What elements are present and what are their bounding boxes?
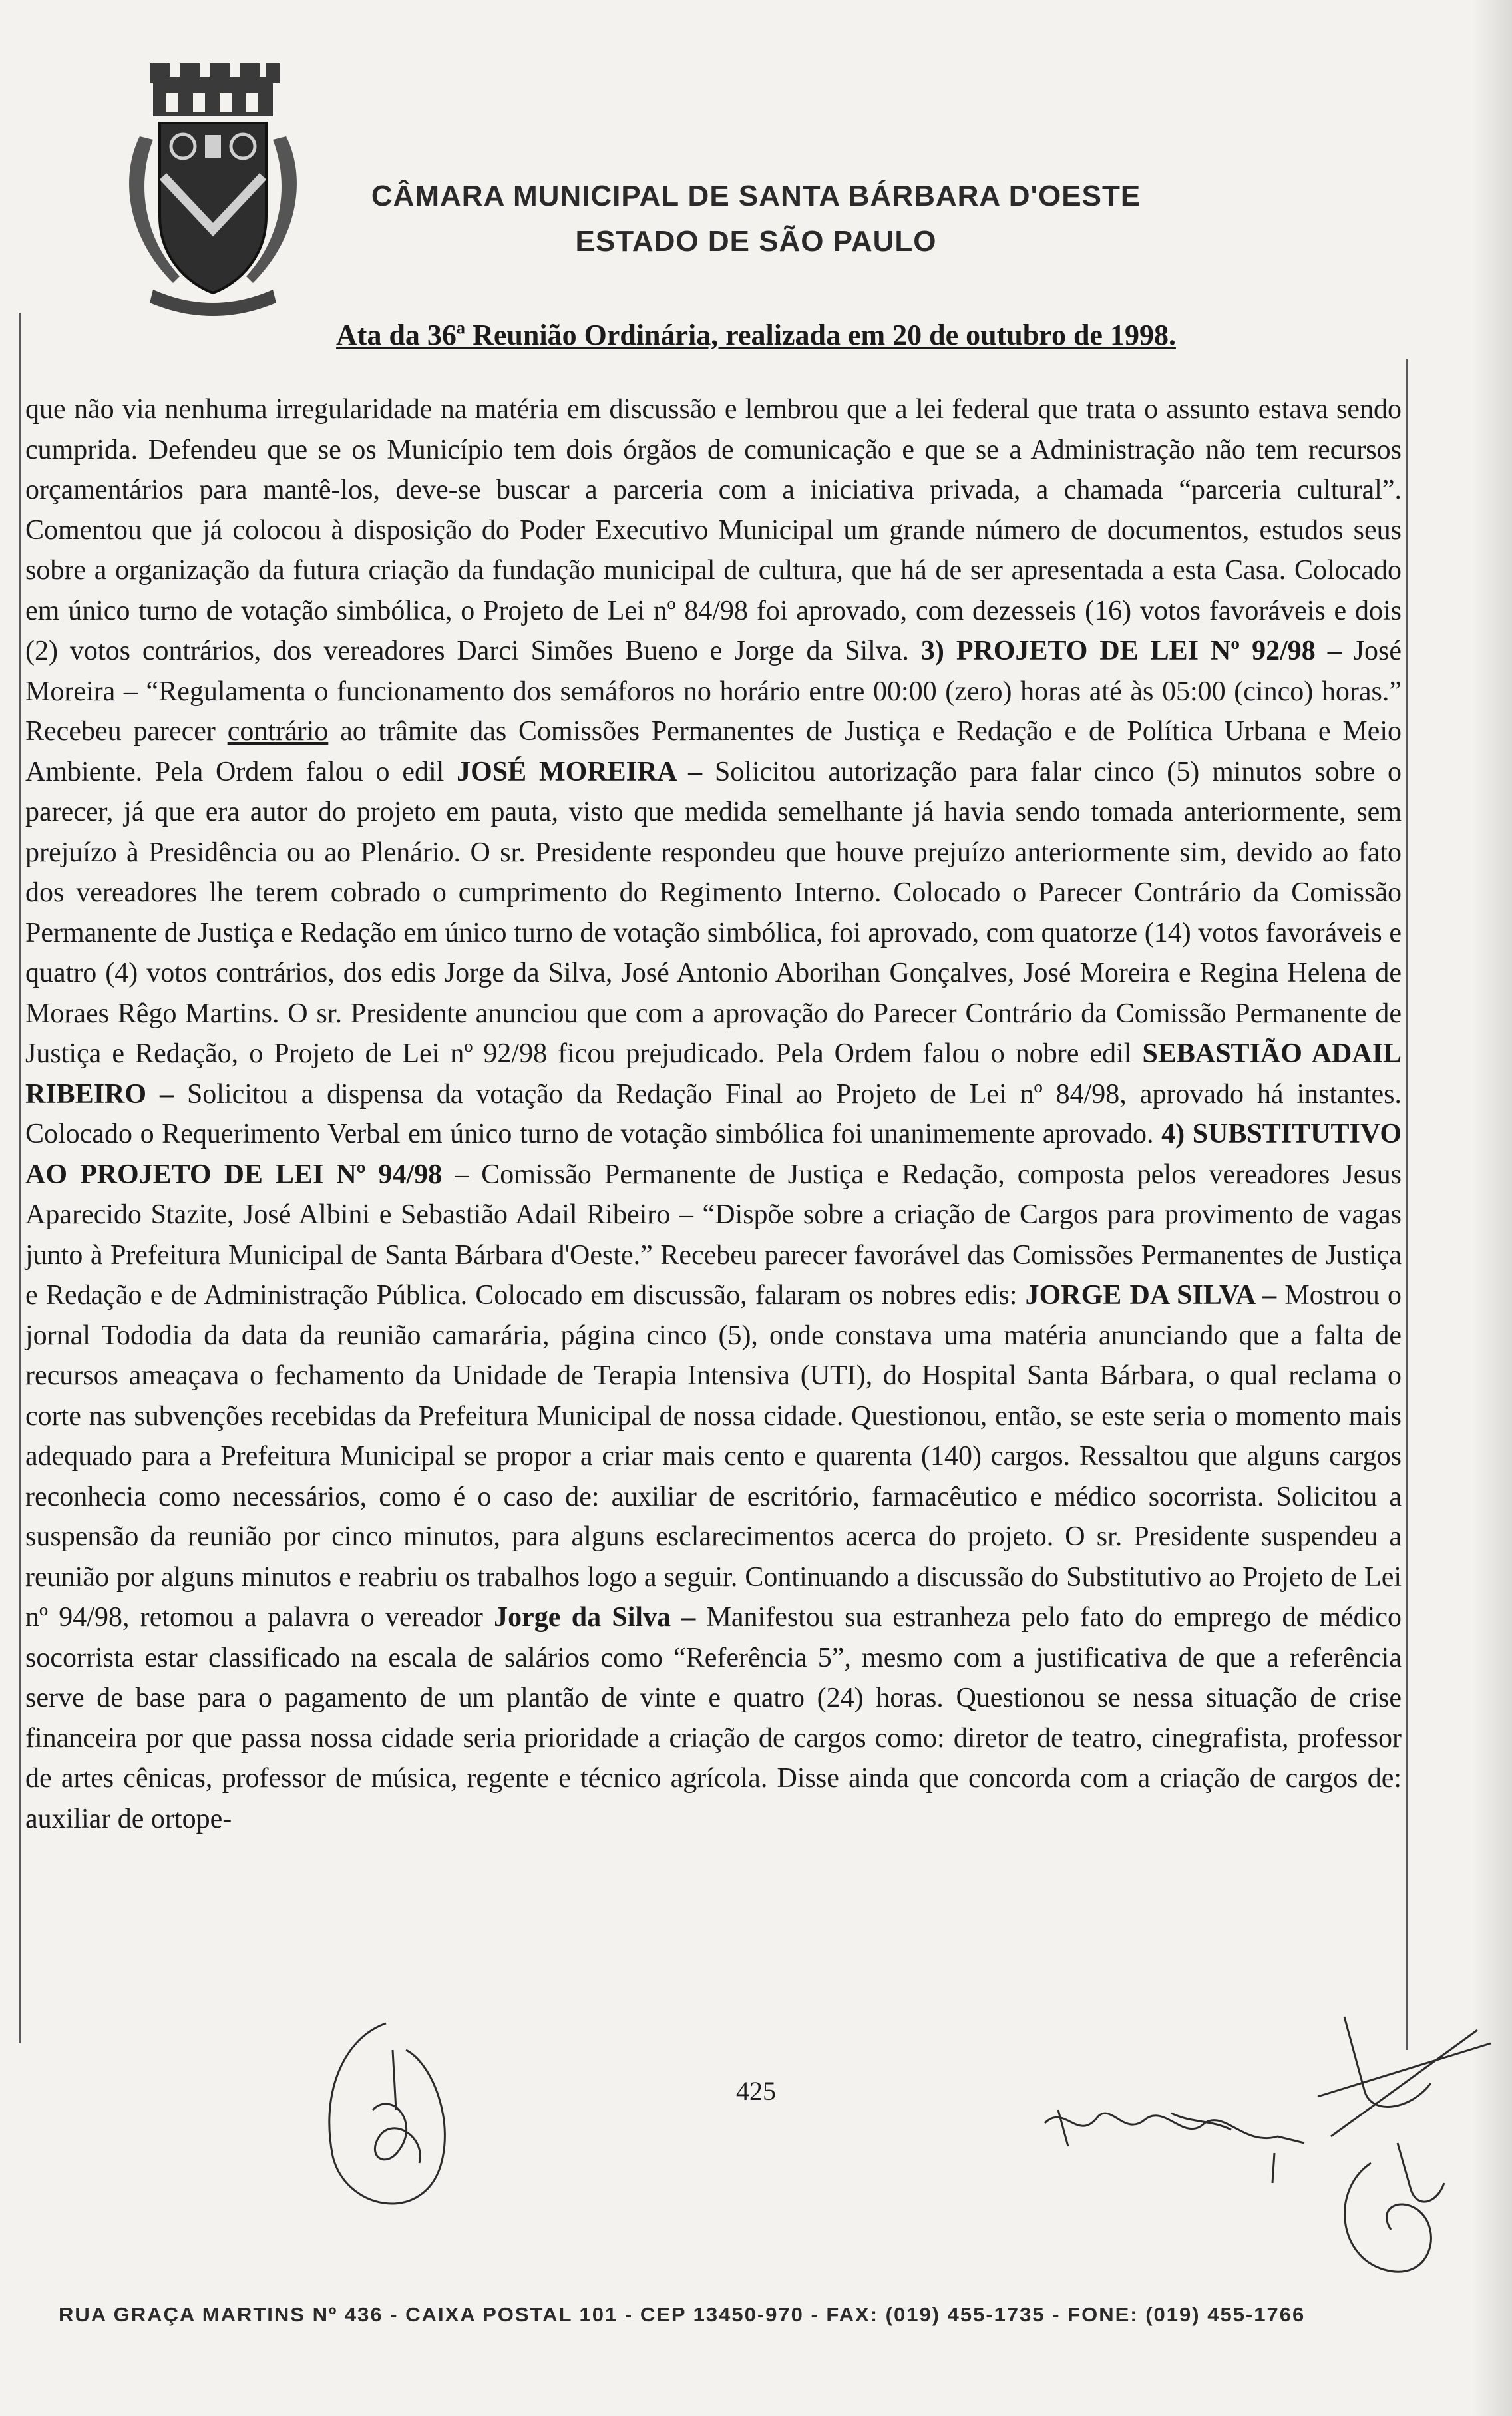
institution-name: CÂMARA MUNICIPAL DE SANTA BÁRBARA D'OESTE (371, 180, 1141, 212)
body-text-segment: – Comissão Permanente de Justiça e Redação, composta pelos vereadores Jesus Aparecido Stazite, José Albini e Sebastião Adail Ribeiro – “Dispõe sobre a criação de Cargos para provimento de vagas junto à Prefeitura Municipal de Santa Bárbara d'Oeste.” Recebeu parecer favorável das Comissões Permanentes de Justiça e Redação e de Administração Pública. Colocado em discussão, falaram os nobres edis: (25, 1159, 1402, 1310)
agenda-item-heading: 4) SUBSTITUTIVO AO PROJETO DE LEI Nº 94/98 (25, 1119, 1402, 1190)
minutes-title: Ata da 36ª Reunião Ordinária, realizada em 20 de outubro de 1998. (336, 319, 1176, 351)
body-text-segment: Solicitou a dispensa da votação da Redação Final ao Projeto de Lei nº 84/98, aprovado há instantes. Colocado o Requerimento Verbal em único turno de votação simbólica foi unanimemente aprovado. (25, 1078, 1402, 1149)
body-text-segment: que não via nenhuma irregularidade na matéria em discussão e lembrou que a lei federal que trata o assunto estava sendo cumprida. Defendeu que se os Município tem dois órgãos de comunicação e que se a Administração não tem recursos orçamentários para mantê-los, deve-se buscar a parceria com a iniciativa privada, a chamada “parceria cultural”. Comentou que já colocou à disposição do Poder Executivo Municipal um grande número de documentos, estudos seus sobre a organização da futura criação da fundação municipal de cultura, que há de ser apresentada a esta Casa. Colocado em único turno de votação simbólica, o Projeto de Lei nº 84/98 foi aprovado, com dezesseis (16) votos favoráveis e dois (2) votos contrários, dos vereadores Darci Simões Bueno e Jorge da Silva. (25, 394, 1402, 666)
body-text-segment: Manifestou sua estranheza pelo fato do emprego de médico socorrista estar classificado na escala de salários como “Referência 5”, mesmo com a justificativa de que a referência serve de base para o pagamento de um plantão de vinte e quatro (24) horas. Questionou se nessa situação de crise financeira por que passa nossa cidade seria prioridade a criação de cargos como: diretor de teatro, cinegrafista, professor de artes cênicas, professor de música, regente e técnico agrícola. Disse ainda que concorda com a criação de cargos de: auxiliar de ortope- (25, 1602, 1402, 1834)
underlined-term: contrário (227, 716, 329, 747)
body-text-segment: ao trâmite das Comissões Permanentes de Justiça e Redação e de Política Urbana e Meio Ambiente. Pela Ordem falou o edil (25, 716, 1402, 787)
agenda-item-heading: 3) PROJETO DE LEI Nº 92/98 (920, 636, 1316, 666)
speaker-name: Jorge da Silva – (494, 1602, 696, 1633)
handwritten-mark (1264, 2150, 1284, 2190)
body-text-segment: Solicitou autorização para falar cinco (5) minutos sobre o parecer, já que era autor do projeto em pauta, visto que medida semelhante já havia sendo tomada anteriormente, sem prejuízo à Presidência ou ao Plenário. O sr. Presidente respondeu que houve prejuízo anteriormente sim, devido ao fato dos vereadores lhe terem cobrado o cumprimento do Regimento Interno. Colocado o Parecer Contrário da Comissão Permanente de Justiça e Redação em único turno de votação simbólica, foi aprovado, com quatorze (14) votos favoráveis e quatro (4) votos contrários, dos edis Jorge da Silva, José Antonio Aborihan Gonçalves, José Moreira e Regina Helena de Moraes Rêgo Martins. O sr. Presidente anunciou que com a aprovação do Parecer Contrário da Comissão Permanente de Justiça e Redação, o Projeto de Lei nº 92/98 ficou prejudicado. Pela Ordem falou o nobre edil (25, 756, 1402, 1069)
state-name: ESTADO DE SÃO PAULO (575, 225, 937, 258)
footer-address: RUA GRAÇA MARTINS Nº 436 - CAIXA POSTAL 101 - CEP 13450-970 - FAX: (019) 455-1735 - FONE: (019) 455-1766 (59, 2303, 1306, 2326)
handwritten-signature-right (1304, 1990, 1504, 2303)
handwritten-signature-left (306, 2010, 479, 2250)
left-margin-line (19, 313, 21, 2043)
body-text-segment: Mostrou o jornal Tododia da data da reunião camarária, página cinco (5), onde constava uma matéria anunciando que a falta de recursos ameaçava o fechamento da Unidade de Terapia Intensiva (UTI), do Hospital Santa Bárbara, o qual reclama o corte nas subvenções recebidas da Prefeitura Municipal de nossa cidade. Questionou, então, se este seria o momento mais adequado para a Prefeitura Municipal se propor a criar mais cento e quarenta (140) cargos. Ressaltou que alguns cargos reconhecia como necessários, como é o caso de: auxiliar de escritório, farmacêutico e médico socorrista. Solicitou a suspensão da reunião por cinco minutos, para alguns esclarecimentos acerca do projeto. O sr. Presidente suspendeu a reunião por alguns minutos e reabriu os trabalhos logo a seguir. Continuando a discussão do Substitutivo ao Projeto de Lei nº 94/98, retomou a palavra o vereador (25, 1280, 1402, 1633)
speaker-name: JOSÉ MOREIRA – (457, 756, 703, 787)
minutes-body-text (25, 389, 1402, 1839)
speaker-name: SEBASTIÃO ADAIL RIBEIRO – (25, 1038, 1402, 1109)
right-margin-line (1406, 359, 1408, 2050)
speaker-name: JORGE DA SILVA – (1025, 1280, 1277, 1310)
page-number: 425 (736, 2076, 776, 2106)
body-text-segment: – José Moreira – “Regulamenta o funcionamento dos semáforos no horário entre 00:00 (zero) horas até às 05:00 (cinco) horas.” Recebeu parecer (25, 636, 1402, 747)
